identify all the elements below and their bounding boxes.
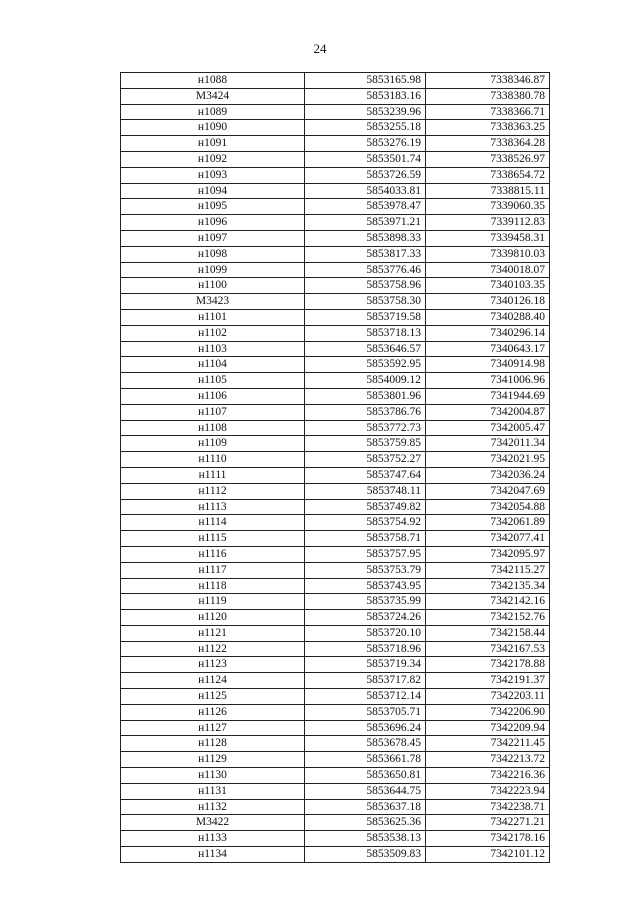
table-row bbox=[121, 673, 550, 689]
x-coordinate-cell: 5853743.95 bbox=[305, 578, 426, 594]
x-coordinate-cell: 5853678.45 bbox=[305, 736, 426, 752]
x-coordinate-cell: 5853754.92 bbox=[305, 515, 426, 531]
x-coordinate-cell: 5853817.33 bbox=[305, 246, 426, 262]
x-coordinate-cell: 5853757.95 bbox=[305, 546, 426, 562]
point-id-cell: н1088 bbox=[121, 73, 305, 89]
x-coordinate-cell: 5853501.74 bbox=[305, 151, 426, 167]
table-row bbox=[121, 847, 550, 863]
x-coordinate-cell: 5853625.36 bbox=[305, 815, 426, 831]
point-id-cell: н1107 bbox=[121, 404, 305, 420]
table-row bbox=[121, 546, 550, 562]
table-row bbox=[121, 436, 550, 452]
table-row bbox=[121, 199, 550, 215]
table-row bbox=[121, 215, 550, 231]
y-coordinate-cell: 7340103.35 bbox=[426, 278, 550, 294]
y-coordinate-cell: 7339810.03 bbox=[426, 246, 550, 262]
page-number: 24 bbox=[313, 41, 327, 56]
point-id-cell: н1090 bbox=[121, 120, 305, 136]
x-coordinate-cell: 5853717.82 bbox=[305, 673, 426, 689]
y-coordinate-cell: 7339458.31 bbox=[426, 230, 550, 246]
table-row bbox=[121, 420, 550, 436]
table-row bbox=[121, 262, 550, 278]
x-coordinate-cell: 5853183.16 bbox=[305, 88, 426, 104]
table-row bbox=[121, 452, 550, 468]
x-coordinate-cell: 5853661.78 bbox=[305, 752, 426, 768]
point-id-cell: н1117 bbox=[121, 562, 305, 578]
x-coordinate-cell: 5853165.98 bbox=[305, 73, 426, 89]
x-coordinate-cell: 5853644.75 bbox=[305, 783, 426, 799]
point-id-cell: н1096 bbox=[121, 215, 305, 231]
x-coordinate-cell: 5853758.96 bbox=[305, 278, 426, 294]
y-coordinate-cell: 7340643.17 bbox=[426, 341, 550, 357]
point-id-cell: н1113 bbox=[121, 499, 305, 515]
y-coordinate-cell: 7342152.76 bbox=[426, 610, 550, 626]
coordinates-table-body bbox=[121, 73, 550, 863]
y-coordinate-cell: 7342178.88 bbox=[426, 657, 550, 673]
table-row bbox=[121, 120, 550, 136]
point-id-cell: н1095 bbox=[121, 199, 305, 215]
table-row bbox=[121, 404, 550, 420]
y-coordinate-cell: 7342115.27 bbox=[426, 562, 550, 578]
y-coordinate-cell: 7342142.16 bbox=[426, 594, 550, 610]
y-coordinate-cell: 7341944.69 bbox=[426, 388, 550, 404]
y-coordinate-cell: 7342216.36 bbox=[426, 768, 550, 784]
table-row bbox=[121, 815, 550, 831]
y-coordinate-cell: 7338380.78 bbox=[426, 88, 550, 104]
point-id-cell: н1099 bbox=[121, 262, 305, 278]
y-coordinate-cell: 7342213.72 bbox=[426, 752, 550, 768]
point-id-cell: н1112 bbox=[121, 483, 305, 499]
table-row bbox=[121, 641, 550, 657]
coordinates-table bbox=[120, 72, 550, 863]
y-coordinate-cell: 7342135.34 bbox=[426, 578, 550, 594]
y-coordinate-cell: 7342238.71 bbox=[426, 799, 550, 815]
x-coordinate-cell: 5853724.26 bbox=[305, 610, 426, 626]
point-id-cell: н1124 bbox=[121, 673, 305, 689]
table-row bbox=[121, 294, 550, 310]
point-id-cell: н1098 bbox=[121, 246, 305, 262]
table-row bbox=[121, 309, 550, 325]
x-coordinate-cell: 5853759.85 bbox=[305, 436, 426, 452]
point-id-cell: н1111 bbox=[121, 467, 305, 483]
x-coordinate-cell: 5853239.96 bbox=[305, 104, 426, 120]
point-id-cell: н1108 bbox=[121, 420, 305, 436]
table-row bbox=[121, 531, 550, 547]
table-row bbox=[121, 483, 550, 499]
point-id-cell: н1122 bbox=[121, 641, 305, 657]
y-coordinate-cell: 7339112.83 bbox=[426, 215, 550, 231]
table-row bbox=[121, 689, 550, 705]
x-coordinate-cell: 5853646.57 bbox=[305, 341, 426, 357]
x-coordinate-cell: 5853735.99 bbox=[305, 594, 426, 610]
point-id-cell: М3422 bbox=[121, 815, 305, 831]
x-coordinate-cell: 5853719.34 bbox=[305, 657, 426, 673]
point-id-cell: н1132 bbox=[121, 799, 305, 815]
table-row bbox=[121, 625, 550, 641]
point-id-cell: н1101 bbox=[121, 309, 305, 325]
y-coordinate-cell: 7338364.28 bbox=[426, 136, 550, 152]
y-coordinate-cell: 7342158.44 bbox=[426, 625, 550, 641]
y-coordinate-cell: 7342004.87 bbox=[426, 404, 550, 420]
table-row bbox=[121, 578, 550, 594]
point-id-cell: н1102 bbox=[121, 325, 305, 341]
point-id-cell: н1126 bbox=[121, 704, 305, 720]
x-coordinate-cell: 5853276.19 bbox=[305, 136, 426, 152]
table-row bbox=[121, 246, 550, 262]
y-coordinate-cell: 7338526.97 bbox=[426, 151, 550, 167]
table-row bbox=[121, 515, 550, 531]
y-coordinate-cell: 7338815.11 bbox=[426, 183, 550, 199]
point-id-cell: н1110 bbox=[121, 452, 305, 468]
table-row bbox=[121, 325, 550, 341]
x-coordinate-cell: 5853719.58 bbox=[305, 309, 426, 325]
y-coordinate-cell: 7342209.94 bbox=[426, 720, 550, 736]
point-id-cell: М3424 bbox=[121, 88, 305, 104]
point-id-cell: н1134 bbox=[121, 847, 305, 863]
x-coordinate-cell: 5853747.64 bbox=[305, 467, 426, 483]
point-id-cell: н1091 bbox=[121, 136, 305, 152]
point-id-cell: н1103 bbox=[121, 341, 305, 357]
x-coordinate-cell: 5853898.33 bbox=[305, 230, 426, 246]
y-coordinate-cell: 7340296.14 bbox=[426, 325, 550, 341]
y-coordinate-cell: 7342047.69 bbox=[426, 483, 550, 499]
point-id-cell: н1127 bbox=[121, 720, 305, 736]
x-coordinate-cell: 5853758.30 bbox=[305, 294, 426, 310]
point-id-cell: н1105 bbox=[121, 373, 305, 389]
point-id-cell: н1123 bbox=[121, 657, 305, 673]
x-coordinate-cell: 5853772.73 bbox=[305, 420, 426, 436]
table-row bbox=[121, 467, 550, 483]
x-coordinate-cell: 5853705.71 bbox=[305, 704, 426, 720]
table-row bbox=[121, 799, 550, 815]
table-row bbox=[121, 357, 550, 373]
x-coordinate-cell: 5853720.10 bbox=[305, 625, 426, 641]
point-id-cell: н1106 bbox=[121, 388, 305, 404]
point-id-cell: н1130 bbox=[121, 768, 305, 784]
x-coordinate-cell: 5853592.95 bbox=[305, 357, 426, 373]
table-row bbox=[121, 167, 550, 183]
y-coordinate-cell: 7339060.35 bbox=[426, 199, 550, 215]
table-row bbox=[121, 230, 550, 246]
point-id-cell: н1109 bbox=[121, 436, 305, 452]
x-coordinate-cell: 5853749.82 bbox=[305, 499, 426, 515]
y-coordinate-cell: 7342054.88 bbox=[426, 499, 550, 515]
y-coordinate-cell: 7340288.40 bbox=[426, 309, 550, 325]
y-coordinate-cell: 7338346.87 bbox=[426, 73, 550, 89]
y-coordinate-cell: 7338363.25 bbox=[426, 120, 550, 136]
y-coordinate-cell: 7342005.47 bbox=[426, 420, 550, 436]
y-coordinate-cell: 7342271.21 bbox=[426, 815, 550, 831]
point-id-cell: н1118 bbox=[121, 578, 305, 594]
table-row bbox=[121, 73, 550, 89]
y-coordinate-cell: 7342021.95 bbox=[426, 452, 550, 468]
table-row bbox=[121, 594, 550, 610]
table-row bbox=[121, 657, 550, 673]
point-id-cell: н1128 bbox=[121, 736, 305, 752]
table-row bbox=[121, 183, 550, 199]
table-row bbox=[121, 104, 550, 120]
x-coordinate-cell: 5853650.81 bbox=[305, 768, 426, 784]
y-coordinate-cell: 7342036.24 bbox=[426, 467, 550, 483]
x-coordinate-cell: 5853637.18 bbox=[305, 799, 426, 815]
x-coordinate-cell: 5853712.14 bbox=[305, 689, 426, 705]
point-id-cell: н1115 bbox=[121, 531, 305, 547]
table-row bbox=[121, 720, 550, 736]
point-id-cell: н1097 bbox=[121, 230, 305, 246]
point-id-cell: н1125 bbox=[121, 689, 305, 705]
y-coordinate-cell: 7342178.16 bbox=[426, 831, 550, 847]
x-coordinate-cell: 5854009.12 bbox=[305, 373, 426, 389]
table-row bbox=[121, 562, 550, 578]
point-id-cell: н1121 bbox=[121, 625, 305, 641]
table-row bbox=[121, 373, 550, 389]
x-coordinate-cell: 5854033.81 bbox=[305, 183, 426, 199]
y-coordinate-cell: 7340126.18 bbox=[426, 294, 550, 310]
x-coordinate-cell: 5853978.47 bbox=[305, 199, 426, 215]
point-id-cell: н1093 bbox=[121, 167, 305, 183]
point-id-cell: н1119 bbox=[121, 594, 305, 610]
y-coordinate-cell: 7342223.94 bbox=[426, 783, 550, 799]
y-coordinate-cell: 7342206.90 bbox=[426, 704, 550, 720]
x-coordinate-cell: 5853718.13 bbox=[305, 325, 426, 341]
x-coordinate-cell: 5853753.79 bbox=[305, 562, 426, 578]
y-coordinate-cell: 7338366.71 bbox=[426, 104, 550, 120]
x-coordinate-cell: 5853255.18 bbox=[305, 120, 426, 136]
y-coordinate-cell: 7342203.11 bbox=[426, 689, 550, 705]
table-row bbox=[121, 151, 550, 167]
table-row bbox=[121, 831, 550, 847]
table-row bbox=[121, 278, 550, 294]
x-coordinate-cell: 5853776.46 bbox=[305, 262, 426, 278]
y-coordinate-cell: 7342077.41 bbox=[426, 531, 550, 547]
x-coordinate-cell: 5853726.59 bbox=[305, 167, 426, 183]
y-coordinate-cell: 7342211.45 bbox=[426, 736, 550, 752]
y-coordinate-cell: 7340018.07 bbox=[426, 262, 550, 278]
y-coordinate-cell: 7342101.12 bbox=[426, 847, 550, 863]
table-row bbox=[121, 341, 550, 357]
y-coordinate-cell: 7342011.34 bbox=[426, 436, 550, 452]
table-row bbox=[121, 88, 550, 104]
table-row bbox=[121, 610, 550, 626]
point-id-cell: н1131 bbox=[121, 783, 305, 799]
x-coordinate-cell: 5853748.11 bbox=[305, 483, 426, 499]
point-id-cell: н1100 bbox=[121, 278, 305, 294]
table-row bbox=[121, 736, 550, 752]
x-coordinate-cell: 5853786.76 bbox=[305, 404, 426, 420]
x-coordinate-cell: 5853758.71 bbox=[305, 531, 426, 547]
point-id-cell: н1114 bbox=[121, 515, 305, 531]
x-coordinate-cell: 5853538.13 bbox=[305, 831, 426, 847]
table-row bbox=[121, 499, 550, 515]
y-coordinate-cell: 7341006.96 bbox=[426, 373, 550, 389]
y-coordinate-cell: 7342191.37 bbox=[426, 673, 550, 689]
x-coordinate-cell: 5853971.21 bbox=[305, 215, 426, 231]
point-id-cell: М3423 bbox=[121, 294, 305, 310]
point-id-cell: н1129 bbox=[121, 752, 305, 768]
table-row bbox=[121, 783, 550, 799]
x-coordinate-cell: 5853696.24 bbox=[305, 720, 426, 736]
table-row bbox=[121, 768, 550, 784]
x-coordinate-cell: 5853752.27 bbox=[305, 452, 426, 468]
y-coordinate-cell: 7342095.97 bbox=[426, 546, 550, 562]
x-coordinate-cell: 5853801.96 bbox=[305, 388, 426, 404]
point-id-cell: н1094 bbox=[121, 183, 305, 199]
table-row bbox=[121, 136, 550, 152]
point-id-cell: н1104 bbox=[121, 357, 305, 373]
table-row bbox=[121, 704, 550, 720]
x-coordinate-cell: 5853509.83 bbox=[305, 847, 426, 863]
y-coordinate-cell: 7338654.72 bbox=[426, 167, 550, 183]
y-coordinate-cell: 7340914.98 bbox=[426, 357, 550, 373]
y-coordinate-cell: 7342167.53 bbox=[426, 641, 550, 657]
x-coordinate-cell: 5853718.96 bbox=[305, 641, 426, 657]
point-id-cell: н1120 bbox=[121, 610, 305, 626]
y-coordinate-cell: 7342061.89 bbox=[426, 515, 550, 531]
point-id-cell: н1133 bbox=[121, 831, 305, 847]
point-id-cell: н1116 bbox=[121, 546, 305, 562]
point-id-cell: н1092 bbox=[121, 151, 305, 167]
table-row bbox=[121, 388, 550, 404]
table-row bbox=[121, 752, 550, 768]
point-id-cell: н1089 bbox=[121, 104, 305, 120]
